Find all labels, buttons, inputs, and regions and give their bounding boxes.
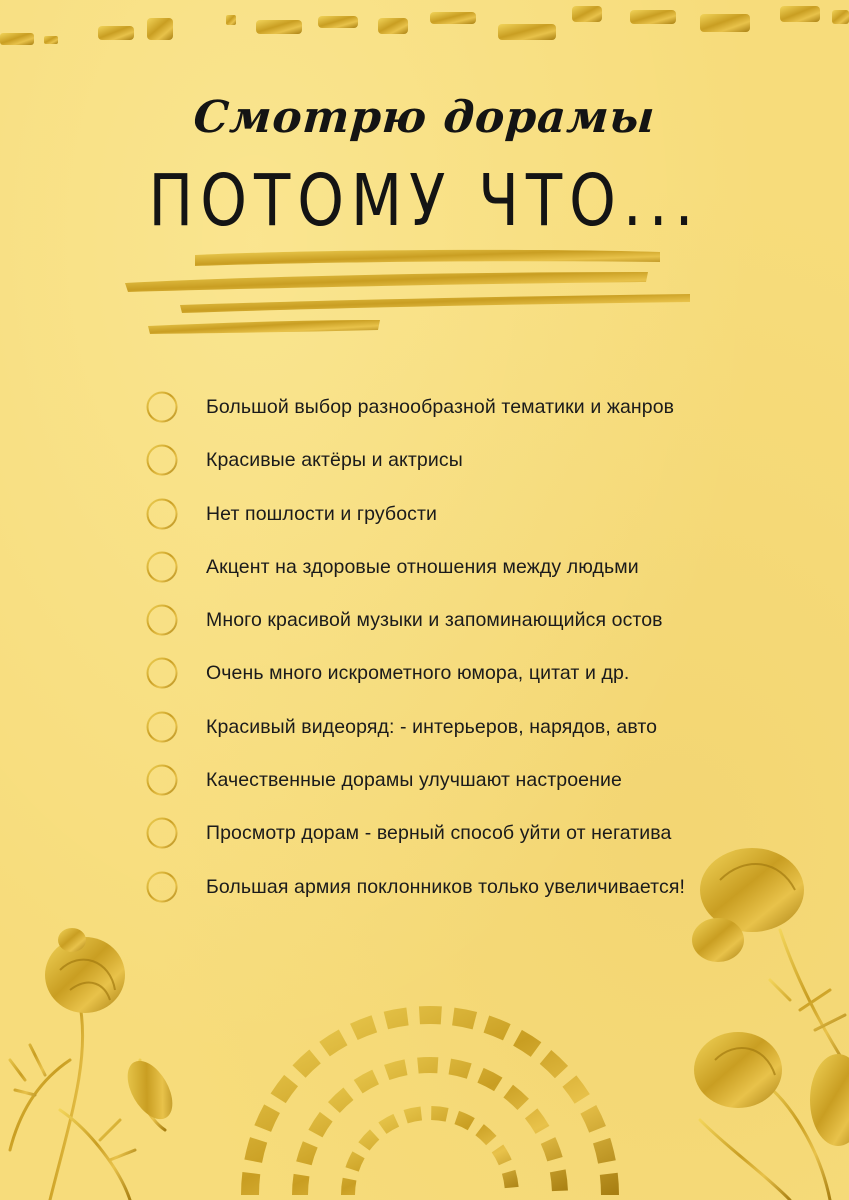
checklist-item-label: Красивые актёры и актрисы [206,449,463,472]
heading-script-line: Смотрю дорамы [191,92,658,143]
checklist-item-label: Красивый видеоряд: - интерьеров, нарядов, авто [206,715,658,738]
checklist-item-label: Большая армия поклонников только увеличивается! [206,875,685,898]
checklist-item-label: Очень много искрометного юмора, цитат и др. [206,662,630,685]
circle-checkbox-icon[interactable] [146,391,178,423]
left-flower-head [45,928,182,1127]
title-underline-strokes [125,250,690,334]
heading-caps-line: ПОТОМУ ЧТО... [148,158,701,243]
circle-checkbox-icon[interactable] [146,817,178,849]
circle-checkbox-icon[interactable] [146,444,178,476]
top-dashed-border [0,6,849,45]
checklist-item-label: Большой выбор разнообразной тематики и жанров [206,396,675,418]
circle-checkbox-icon[interactable] [146,871,178,903]
checklist-item-label: Просмотр дорам - верный способ уйти от негатива [206,822,672,845]
checklist-item [146,755,786,808]
circle-checkbox-icon[interactable] [146,711,178,743]
circle-checkbox-icon[interactable] [146,551,178,583]
checklist-item [146,862,786,915]
checklist-item [146,808,786,861]
circle-checkbox-icon[interactable] [146,498,178,530]
checklist-item-label: Нет пошлости и грубости [206,502,438,525]
checklist-item-label: Акцент на здоровые отношения между людьми [206,555,639,578]
circle-checkbox-icon[interactable] [146,604,178,636]
checklist-item [146,702,786,755]
checklist-item-label: Качественные дорамы улучшают настроение [206,769,622,792]
circle-checkbox-icon[interactable] [146,764,178,796]
reasons-checklist [146,382,786,915]
checklist-item [146,595,786,648]
circle-checkbox-icon[interactable] [146,657,178,689]
checklist-item-label: Много красивой музыки и запоминающийся остов [206,609,663,632]
checklist-item [146,542,786,595]
checklist-item [146,648,786,701]
bottom-arc-dashes [250,1015,610,1195]
checklist-item [146,435,786,488]
checklist-item [146,382,786,435]
checklist-item [146,489,786,542]
